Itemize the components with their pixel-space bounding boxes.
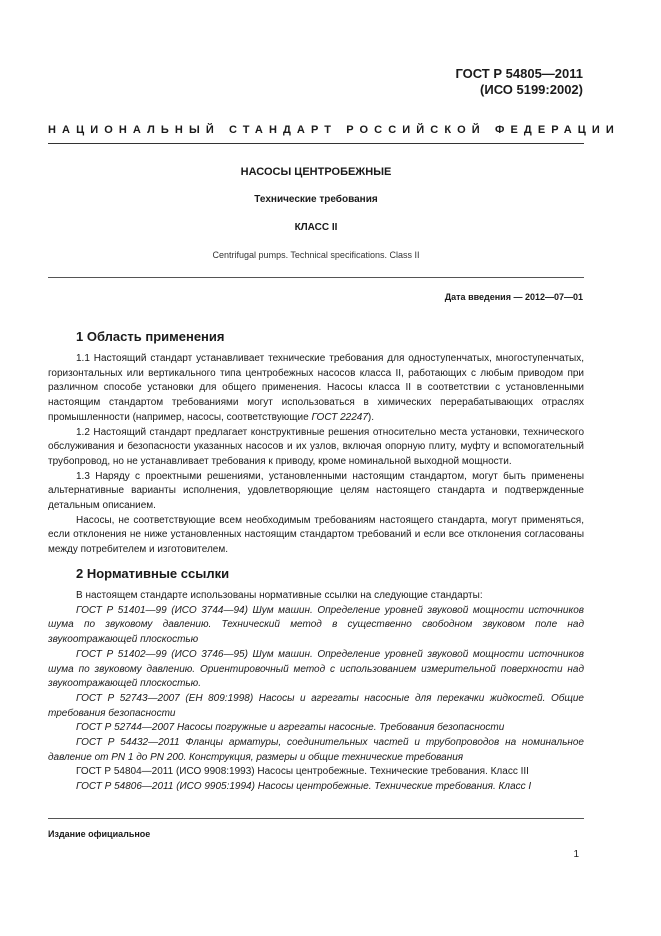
- page-number: 1: [573, 849, 579, 860]
- reference-item: ГОСТ Р 51401—99 (ИСО 3744—94) Шум машин. Определение уровней звуковой мощности источников шума по звуковому давлению. Технический метод в существенно свободном звуковом поле над звукоотражающей плоскостью: [48, 604, 584, 646]
- gost-reference: ГОСТ 22247: [311, 411, 368, 423]
- paragraph-1-4: Насосы, не соответствующие всем необходимым требованиям настоящего стандарта, могут применяться, если отклонения не ниже установленных настоящим стандартом требований и если все отклонения согласованы между потребителем и изготовителем.: [48, 514, 584, 556]
- document-designation: [455, 66, 583, 98]
- standard-title: НАСОСЫ ЦЕНТРОБЕЖНЫЕ: [240, 166, 392, 178]
- reference-item: ГОСТ Р 54432—2011 Фланцы арматуры, соединительных частей и трубопроводов на номинальное давление от PN 1 до PN 200. Конструкция, размеры и общие технические требования: [48, 737, 584, 763]
- top-rule: [48, 143, 584, 144]
- reference-item: ГОСТ Р 51402—99 (ИСО 3746—95) Шум машин. Определение уровней звуковой мощности источников шума по звуковому давлению. Ориентировочный метод с использованием измерительной поверхности над звукоотражающей плоскостью.: [48, 648, 584, 690]
- section-1-heading: 1 Область применения: [76, 329, 225, 344]
- national-standard-line: НАЦИОНАЛЬНЫЙ СТАНДАРТ РОССИЙСКОЙ ФЕДЕРАЦИИ: [48, 124, 620, 136]
- gost-number: ГОСТ Р 54805—2011: [455, 66, 583, 81]
- introduction-date: Дата введения — 2012—07—01: [444, 292, 583, 302]
- section-2-heading: 2 Нормативные ссылки: [76, 566, 230, 581]
- iso-number: (ИСО 5199:2002): [480, 82, 583, 97]
- section-1-body: [48, 352, 584, 558]
- section-2-body: [48, 589, 584, 795]
- reference-item: ГОСТ Р 54804—2011 (ИСО 9908:1993) Насосы центробежные. Технические требования. Класс III: [76, 766, 529, 778]
- footer-rule: [48, 818, 584, 819]
- reference-item: ГОСТ Р 52743—2007 (ЕН 809:1998) Насосы и агрегаты насосные для перекачки жидкостей. Общие требования безопасности: [48, 692, 584, 719]
- official-edition-label: Издание официальное: [48, 829, 151, 839]
- reference-item: ГОСТ Р 54806—2011 (ИСО 9905:1994) Насосы центробежные. Технические требования. Класс I: [76, 781, 532, 793]
- references-intro: В настоящем стандарте использованы нормативные ссылки на следующие стандарты:: [76, 590, 483, 601]
- paragraph-1-2: 1.2 Настоящий стандарт предлагает конструктивные решения относительно места установки, технического обслуживания и безопасности указанных насосов и их узлов, включая опорную плиту, муфту и вспомогательный трубопровод, но не устанавливает требования к приводу, кроме номинальной выходной мощности.: [48, 426, 584, 467]
- standard-subtitle: Технические требования: [254, 194, 378, 205]
- english-title: Centrifugal pumps. Technical specifications. Class II: [212, 250, 420, 260]
- reference-item: ГОСТ Р 52744—2007 Насосы погружные и агрегаты насосные. Требования безопасности: [76, 722, 505, 734]
- title-rule: [48, 277, 584, 278]
- standard-class: КЛАСС II: [294, 222, 338, 233]
- paragraph-1-1: 1.1 Настоящий стандарт устанавливает технические требования для одноступенчатых, многоступенчатых, горизонтальных или вертикального типа центробежных насосов класса II, работающих с любым приводом при различном способе установки для общего применения. Насосы класса II в соответствии с установленными настоящим стандартом требованиями могут использоваться в химических перерабатывающих отраслях промышленности (например, насосы, соответствующие ГОСТ 22247).: [48, 353, 584, 423]
- paragraph-1-3: 1.3 Наряду с проектными решениями, установленными настоящим стандартом, могут быть применены альтернативные варианты исполнения, удовлетворяющие целям настоящего стандарта и подтвержденные детальным описанием.: [48, 470, 584, 512]
